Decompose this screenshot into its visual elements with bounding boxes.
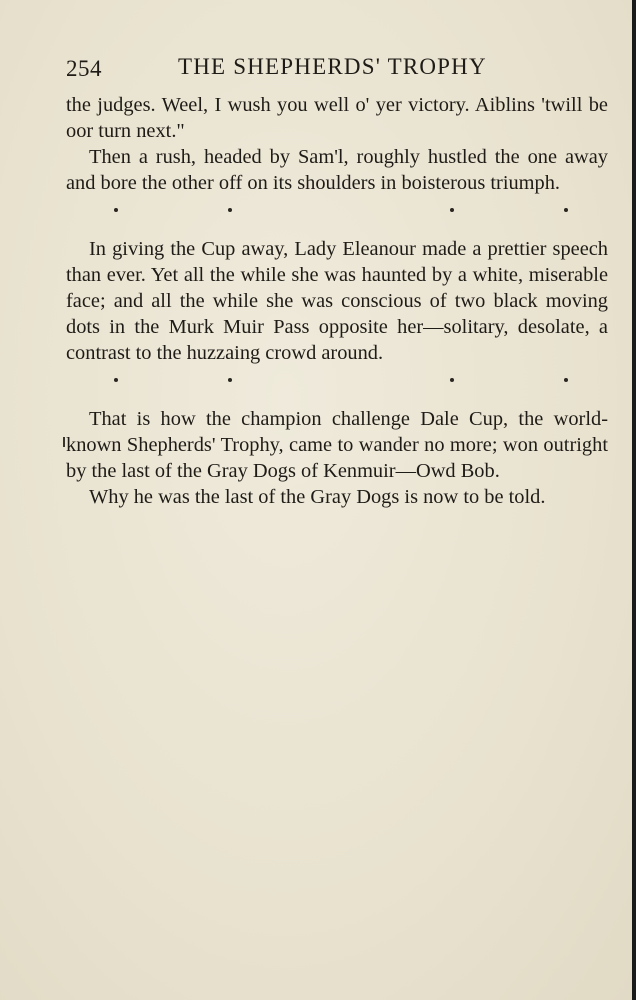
page-number: 254 [66, 56, 102, 81]
body-text [66, 92, 608, 510]
page-header [66, 52, 546, 88]
section-dot [450, 208, 454, 212]
paragraph-rush: Then a rush, headed by Sam'l, roughly hustled the one away and bore the other off on its shoulders in boisterous triumph. [66, 146, 608, 194]
section-dot [228, 378, 232, 382]
paragraph-cup-speech: In giving the Cup away, Lady Eleanour made a prettier speech than ever. Yet all the while she was haunted by a white, miserable face; and all the while she was conscious of two black moving dots in the Murk Muir Pass opposite her—solitary, desolate, a contrast to the huzzaing crowd around. [66, 238, 608, 364]
section-dot [564, 378, 568, 382]
section-dot [114, 208, 118, 212]
paragraph-trophy: That is how the champion challenge Dale Cup, the world-known Shepherds' Trophy, came to wander no more; won outright by the last of the Gray Dogs of Kenmuir—Owd Bob. [66, 408, 608, 482]
section-break-dots [66, 198, 608, 228]
section-dot [450, 378, 454, 382]
section-break-dots [66, 368, 608, 398]
section-dot [564, 208, 568, 212]
page-edge-shadow [632, 0, 636, 1000]
margin-mark [63, 437, 65, 447]
paragraph-closing: Why he was the last of the Gray Dogs is now to be told. [89, 486, 546, 508]
section-dot [114, 378, 118, 382]
paragraph-continued: the judges. Weel, I wush you well o' yer victory. Aiblins 'twill be oor turn next." [66, 94, 608, 142]
section-dot [228, 208, 232, 212]
running-title: THE SHEPHERDS' TROPHY [178, 54, 487, 79]
